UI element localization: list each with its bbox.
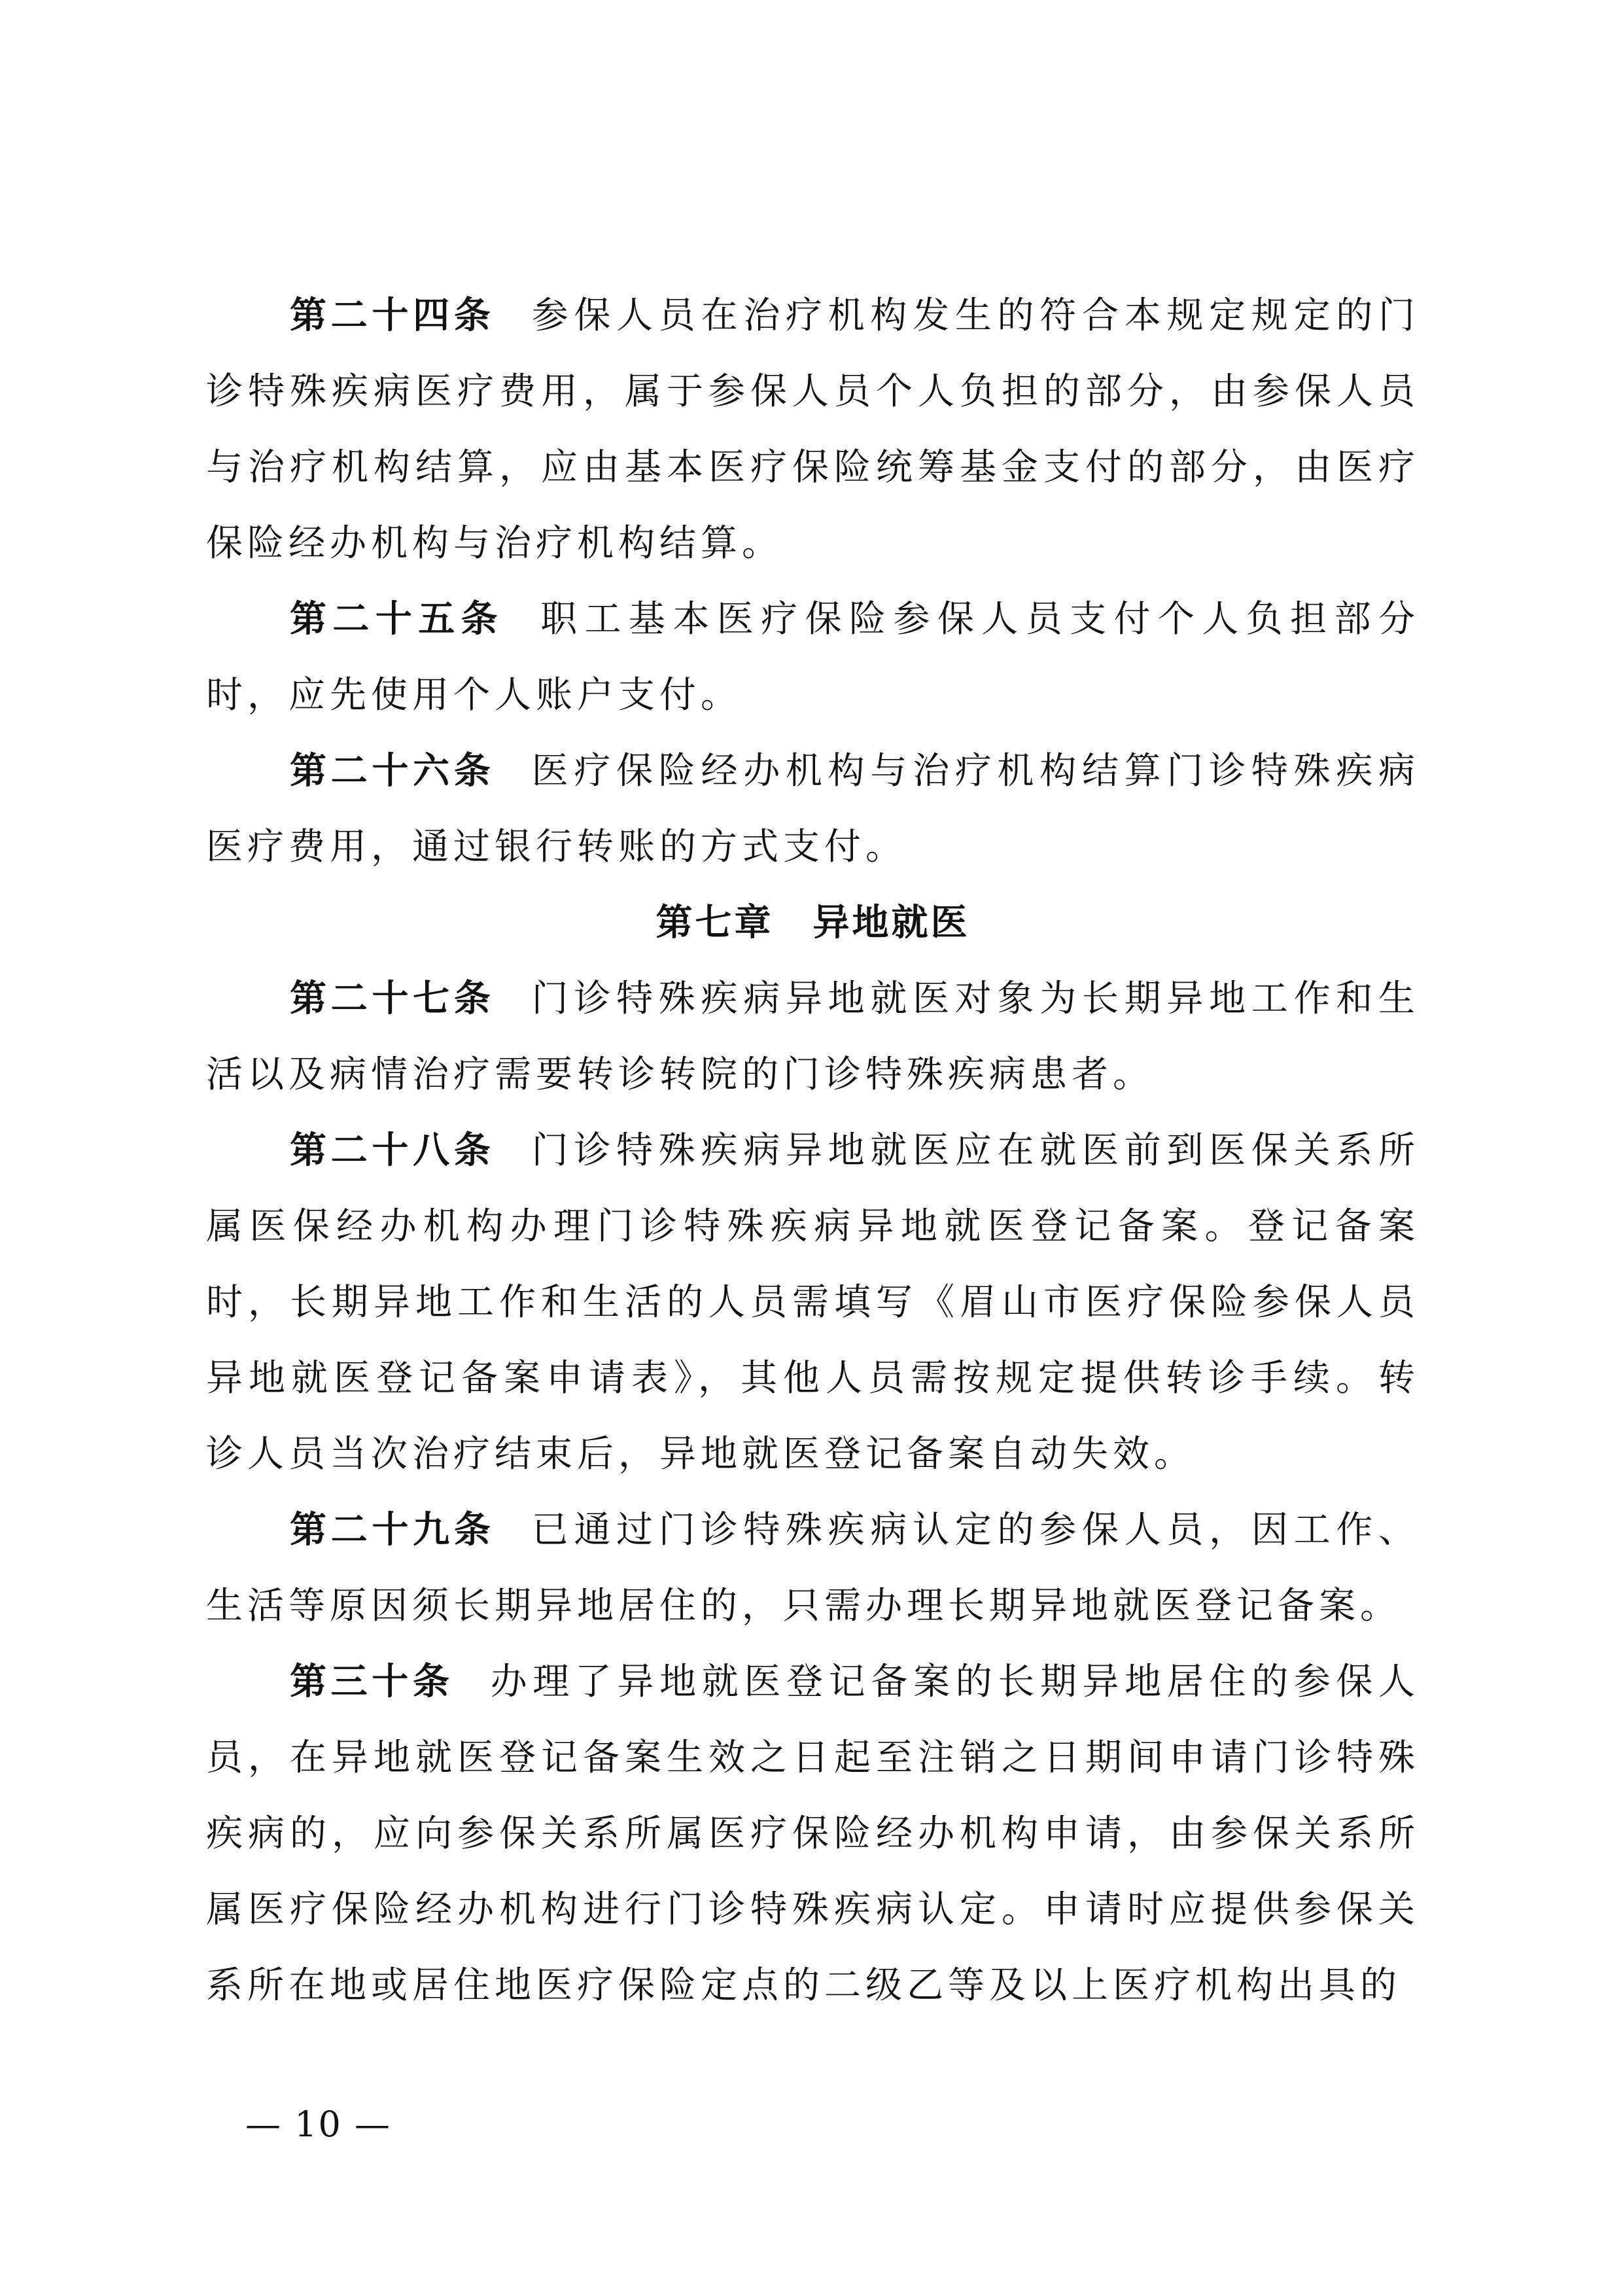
document-body [206, 278, 1420, 2024]
article-28 [206, 1113, 1420, 1492]
article-text: 医疗保险经办机构与治疗机构结算门诊特殊疾病医疗费用，通过银行转账的方式支付。 [206, 750, 1420, 868]
article-30 [206, 1644, 1420, 2024]
article-text: 门诊特殊疾病异地就医应在就医前到医保关系所属医保经办机构办理门诊特殊疾病异地就医登记备案。登记备案时，长期异地工作和生活的人员需填写《眉山市医疗保险参保人员异地就医登记备案申请表》，其他人员需按规定提供转诊手续。转诊人员当次治疗结束后，异地就医登记备案自动失效。 [206, 1129, 1420, 1475]
article-text: 门诊特殊疾病异地就医对象为长期异地工作和生活以及病情治疗需要转诊转院的门诊特殊疾病患者。 [206, 978, 1420, 1096]
article-title: 第三十条 [290, 1661, 454, 1703]
page-number: — 10 — [245, 2104, 392, 2145]
article-title: 第二十六条 [290, 750, 495, 792]
article-26 [206, 733, 1420, 885]
article-25 [206, 582, 1420, 733]
article-title: 第二十四条 [290, 294, 495, 337]
article-title: 第二十五条 [290, 598, 504, 641]
article-29 [206, 1492, 1420, 1644]
article-text: 已通过门诊特殊疾病认定的参保人员，因工作、生活等原因须长期异地居住的，只需办理长期异地就医登记备案。 [206, 1509, 1420, 1627]
article-text: 职工基本医疗保险参保人员支付个人负担部分时，应先使用个人账户支付。 [206, 598, 1420, 716]
chapter-heading: 第七章 异地就医 [655, 902, 970, 944]
article-24 [206, 278, 1420, 582]
article-title: 第二十七条 [290, 978, 495, 1020]
article-title: 第二十九条 [290, 1509, 495, 1551]
article-text: 参保人员在治疗机构发生的符合本规定规定的门诊特殊疾病医疗费用，属于参保人员个人负担的部分，由参保人员与治疗机构结算，应由基本医疗保险统筹基金支付的部分，由医疗保险经办机构与治疗机构结算。 [206, 294, 1420, 565]
article-title: 第二十八条 [290, 1129, 495, 1172]
article-text: 办理了异地就医登记备案的长期异地居住的参保人员，在异地就医登记备案生效之日起至注销之日期间申请门诊特殊疾病的，应向参保关系所属医疗保险经办机构申请，由参保关系所属医疗保险经办机构进行门诊特殊疾病认定。申请时应提供参保关系所在地或居住地医疗保险定点的二级乙等及以上医疗机构出具的 [206, 1661, 1420, 2007]
article-27 [206, 961, 1420, 1113]
